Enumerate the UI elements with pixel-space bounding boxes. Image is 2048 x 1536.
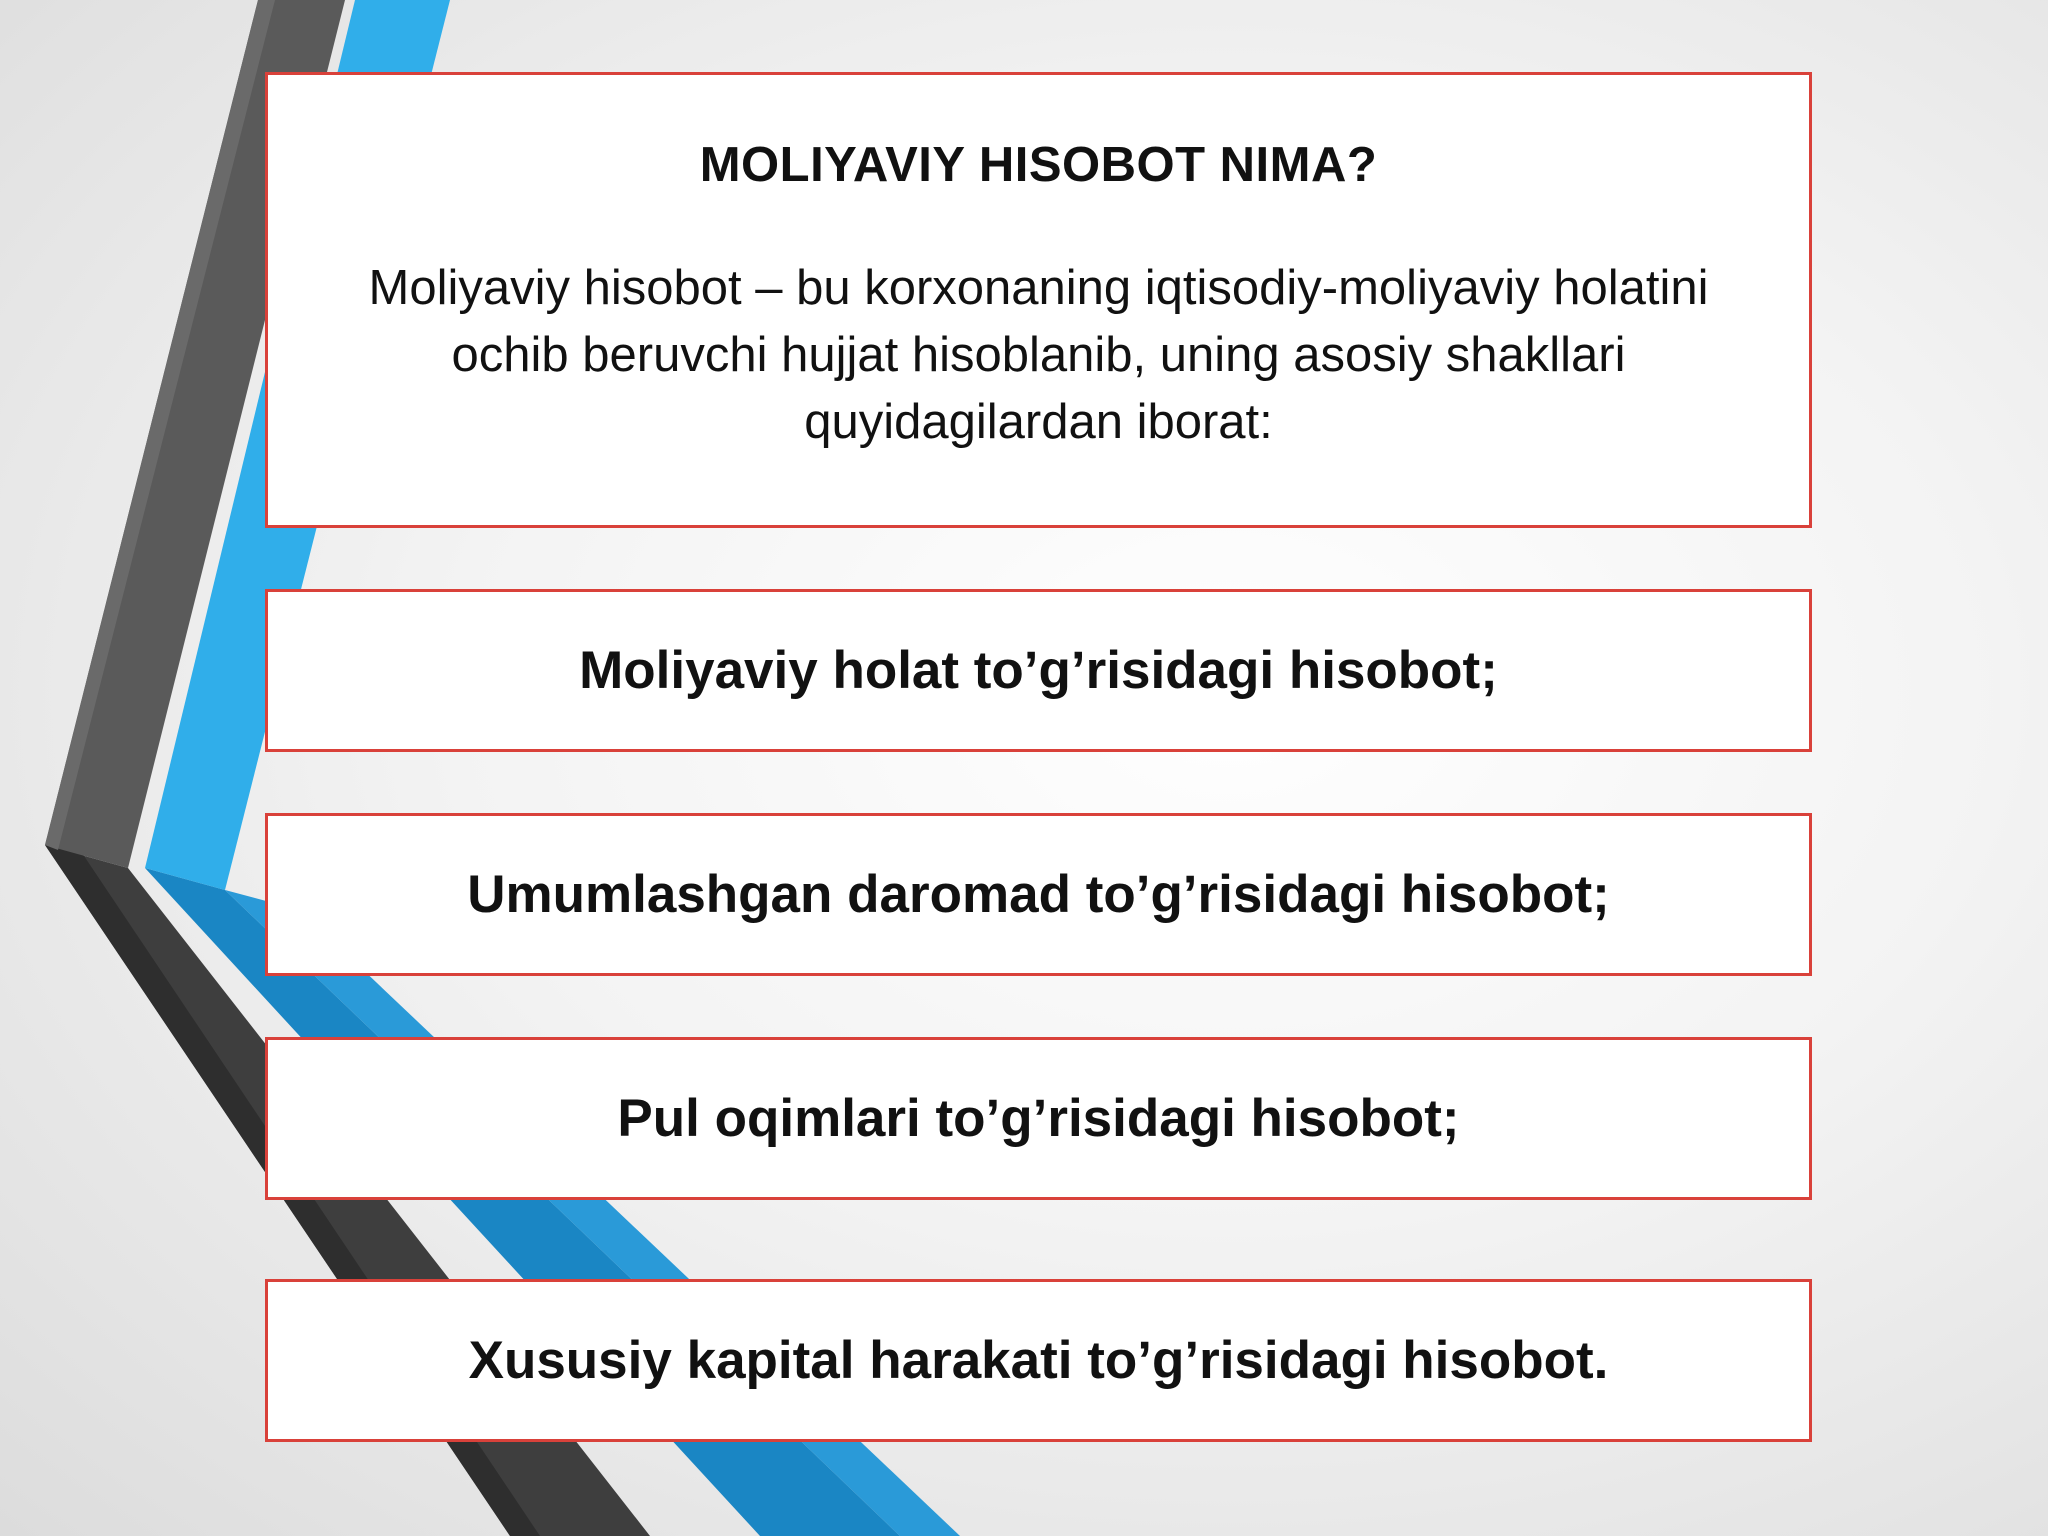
page-title: MOLIYAVIY HISOBOT NIMA? — [699, 138, 1378, 192]
list-item: Umumlashgan daromad to’g’risidagi hisobot; — [265, 813, 1812, 976]
list-item: Xususiy kapital harakati to’g’risidagi hisobot. — [265, 1279, 1812, 1442]
list-item: Pul oqimlari to’g’risidagi hisobot; — [265, 1037, 1812, 1200]
intro-text: Moliyaviy hisobot – bu korxonaning iqtisodiy-moliyaviy holatini ochib beruvchi hujjat hisoblanib, uning asosiy shakllari quyidagilardan iborat: — [368, 261, 1709, 449]
list-item: Moliyaviy holat to’g’risidagi hisobot; — [265, 589, 1812, 752]
intro-box — [265, 72, 1812, 528]
